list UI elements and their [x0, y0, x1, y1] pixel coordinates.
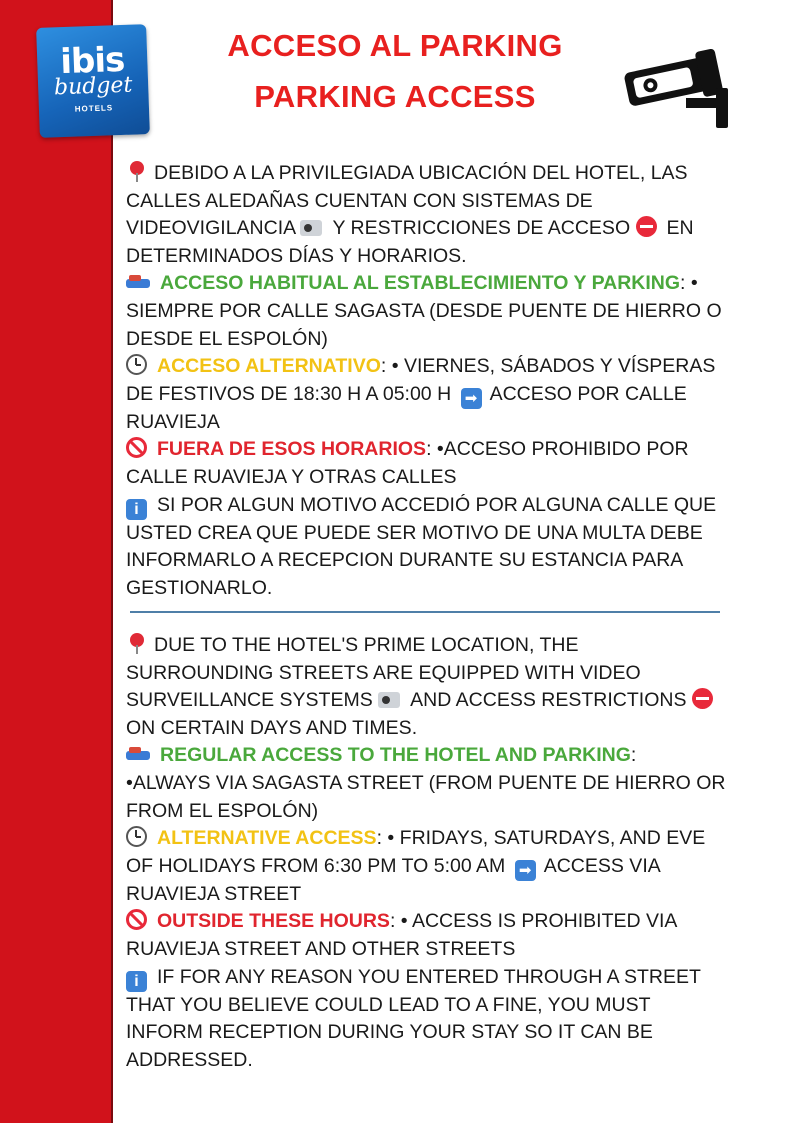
regular-heading-es: ACCESO HABITUAL AL ESTABLECIMIENTO Y PARKING	[160, 272, 681, 295]
logo-budget-text: budget	[53, 72, 133, 101]
alt-heading-es: ACCESO ALTERNATIVO	[157, 355, 381, 378]
regular-access-es	[126, 270, 726, 353]
colon: :	[389, 910, 396, 933]
spanish-section	[126, 160, 726, 602]
right-arrow-icon: ➡	[515, 860, 536, 881]
info-paragraph-es	[126, 492, 726, 603]
information-icon: i	[126, 499, 147, 520]
outside-heading-es: FUERA DE ESOS HORARIOS	[157, 438, 427, 461]
alt-heading-en: ALTERNATIVE ACCESS	[157, 827, 377, 850]
intro-paragraph-en	[126, 632, 726, 742]
prohibited-icon	[126, 909, 147, 930]
logo-hotels-text: HOTELS	[74, 103, 114, 114]
car-icon	[126, 275, 150, 291]
info-text-en: IF FOR ANY REASON YOU ENTERED THROUGH A STREET THAT YOU BELIEVE COULD LEAD TO A FINE, YOU MUST INFORM RECEPTION DURING YOUR STAY SO IT CAN BE ADDRESSED.	[126, 965, 701, 1071]
intro-text-es-3: EN DETERMINADOS DÍAS Y HORARIOS.	[126, 217, 694, 267]
side-bar-edge	[111, 0, 113, 1123]
video-camera-icon	[378, 692, 400, 708]
colon: :	[680, 272, 686, 295]
intro-text-en-2: AND ACCESS RESTRICTIONS	[410, 689, 687, 712]
section-divider	[130, 611, 720, 613]
info-paragraph-en	[126, 964, 726, 1075]
security-camera-icon	[620, 40, 738, 132]
alternative-access-en	[126, 825, 726, 908]
outside-heading-en: OUTSIDE THESE HOURS	[157, 910, 390, 933]
intro-text-en-1: DUE TO THE HOTEL'S PRIME LOCATION, THE SURROUNDING STREETS ARE EQUIPPED WITH VIDEO SURVEILLANCE SYSTEMS	[126, 634, 641, 712]
regular-access-en	[126, 742, 726, 825]
information-icon: i	[126, 971, 147, 992]
colon: :	[630, 744, 637, 767]
alt-text-en-2: ACCESS VIA RUAVIEJA STREET	[126, 854, 660, 905]
regular-text-es: • SIEMPRE POR CALLE SAGASTA (DESDE PUENTE DE HIERRO O DESDE EL ESPOLÓN)	[126, 272, 722, 350]
alternative-access-es	[126, 353, 726, 436]
round-pushpin-icon	[130, 633, 144, 654]
ibis-budget-logo	[36, 24, 150, 138]
outside-text-es: •ACCESO PROHIBIDO POR CALLE RUAVIEJA Y OTRAS CALLES	[126, 438, 689, 488]
colon: :	[376, 827, 382, 850]
clock-icon	[126, 354, 147, 375]
intro-text-en-3: ON CERTAIN DAYS AND TIMES.	[126, 716, 418, 739]
colon: :	[426, 438, 432, 461]
video-camera-icon	[300, 220, 322, 236]
alt-text-en-1: • FRIDAYS, SATURDAYS, AND EVE OF HOLIDAYS FROM 6:30 PM TO 5:00 AM	[126, 827, 706, 877]
info-text-es: SI POR ALGUN MOTIVO ACCEDIÓ POR ALGUNA CALLE QUE USTED CREA QUE PUEDE SER MOTIVO DE UNA MULTA DEBE INFORMARLO A RECEPCION DURANTE SU ESTANCIA PARA GESTIONARLO.	[126, 493, 717, 599]
no-entry-icon	[636, 216, 657, 237]
intro-text-es-2: Y RESTRICCIONES DE ACCESO	[332, 217, 631, 240]
intro-paragraph-es	[126, 160, 726, 270]
title-english: PARKING ACCESS	[254, 79, 536, 114]
english-section	[126, 632, 726, 1074]
colon: :	[380, 355, 387, 378]
right-arrow-icon: ➡	[461, 388, 482, 409]
intro-text-es-1: DEBIDO A LA PRIVILEGIADA UBICACIÓN DEL HOTEL, LAS CALLES ALEDAÑAS CUENTAN CON SISTEMAS DE VIDEOVIGILANCIA	[126, 162, 688, 240]
regular-text-en: •ALWAYS VIA SAGASTA STREET (FROM PUENTE DE HIERRO OR FROM EL ESPOLÓN)	[126, 771, 726, 822]
red-side-bar	[0, 0, 112, 1123]
prohibited-icon	[126, 437, 147, 458]
car-icon	[126, 747, 150, 763]
alt-text-es-2: ACCESO POR CALLE RUAVIEJA	[126, 382, 687, 433]
regular-heading-en: REGULAR ACCESS TO THE HOTEL AND PARKING	[160, 744, 631, 767]
clock-icon	[126, 826, 147, 847]
round-pushpin-icon	[130, 161, 144, 182]
outside-hours-en	[126, 908, 726, 963]
title-spanish: ACCESO AL PARKING	[227, 28, 563, 63]
outside-text-en: • ACCESS IS PROHIBITED VIA RUAVIEJA STREET AND OTHER STREETS	[126, 910, 677, 960]
no-entry-icon	[692, 688, 713, 709]
outside-hours-es	[126, 436, 726, 491]
alt-text-es-1: • VIERNES, SÁBADOS Y VÍSPERAS DE FESTIVOS DE 18:30 H A 05:00 H	[126, 355, 716, 405]
logo-ibis-text: ibis	[59, 39, 125, 83]
